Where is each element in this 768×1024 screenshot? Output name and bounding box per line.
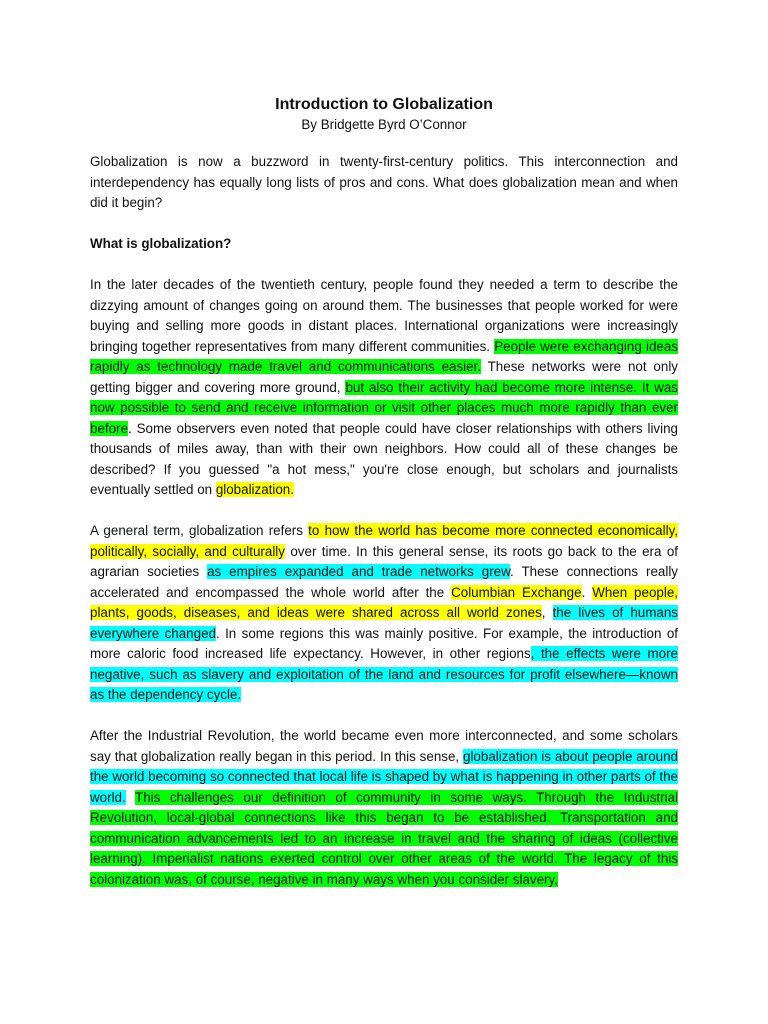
highlighted-text-green: People were exchanging ideas rapidly as technology made travel and communications easier.	[90, 338, 678, 374]
paragraph-text: After the Industrial Revolution, the world became even more interconnected, and some scholars say that globalization really began in this period. In this sense,	[90, 728, 678, 764]
document-page	[90, 95, 678, 911]
body-paragraph	[90, 521, 678, 706]
highlighted-text-green: but also their activity had become more intense. It was now possible to send and receive information or visit other places much more rapidly than ever before	[90, 379, 678, 436]
highlighted-text-yellow: globalization.	[215, 482, 294, 497]
highlighted-text-green: This challenges our definition of community in some ways. Through the Industrial Revolution, local-global connections like this began to be established. Transportation and communication advancements led to an increase in travel and the sharing of ideas (collective learning). Imperialist nations exerted control over other areas of the world. The legacy of this colonization was, of course, negative in many ways when you consider slavery,	[90, 789, 678, 887]
paragraph-text: A general term, globalization refers	[90, 523, 309, 538]
highlighted-text-yellow: When people, plants, goods, diseases, and ideas were shared across all world zones	[90, 584, 678, 620]
paragraph-text: . In some regions this was mainly positive. For example, the introduction of more caloric food increased life expectancy. However, in other regions	[90, 625, 678, 661]
section-heading	[90, 234, 678, 255]
paragraph-text: . These connections really accelerated and encompassed the whole world after the	[90, 564, 679, 600]
body-paragraph	[90, 275, 678, 501]
paragraph-text: What is globalization?	[90, 236, 232, 251]
highlighted-text-cyan: the lives of humans everywhere changed	[90, 605, 678, 641]
highlighted-text-yellow: Columbian Exchange	[451, 584, 582, 600]
paragraph-text: ,	[541, 605, 553, 620]
body-paragraph	[90, 152, 678, 214]
paragraph-text: These networks were not only getting bigger and covering more ground,	[90, 359, 678, 395]
paragraph-text: over time. In this general sense, its roots go back to the era of agrarian societies	[90, 543, 678, 579]
highlighted-text-cyan: globalization is about people around the world becoming so connected that local life is shaped by what is happening in other parts of the world.	[90, 748, 678, 805]
body-paragraph	[90, 726, 678, 890]
highlighted-text-cyan: as empires expanded and trade networks grew	[207, 564, 511, 579]
paragraph-text	[126, 790, 135, 805]
paragraph-text: In the later decades of the twentieth century, people found they needed a term to describe the dizzying amount of changes going on around them. The businesses that people worked for were buying and selling more goods in distant places. International organizations were increasingly bringing together representatives from many different communities.	[90, 277, 678, 354]
document-title: Introduction to Globalization	[275, 96, 493, 113]
highlighted-text-yellow: to how the world has become more connected economically, politically, socially, and culturally	[90, 523, 678, 559]
paragraph-text: Globalization is now a buzzword in twenty-first-century politics. This interconnection and interdependency has equally long lists of pros and cons. What does globalization mean and when did it begin?	[90, 154, 678, 210]
paragraph-text: . Some observers even noted that people could have closer relationships with others living thousands of miles away, than with their own neighbors. How could all of these changes be described? If you guessed "a hot mess," you're close enough, but scholars and journalists eventually settled on	[90, 420, 678, 497]
document-author: By Bridgette Byrd O’Connor	[301, 117, 467, 132]
document-body	[90, 152, 678, 890]
paragraph-text: .	[581, 584, 593, 600]
highlighted-text-cyan: , the effects were more negative, such as slavery and exploitation of the land and resources for profit elsewhere—known as the dependency cycle.	[90, 646, 678, 702]
